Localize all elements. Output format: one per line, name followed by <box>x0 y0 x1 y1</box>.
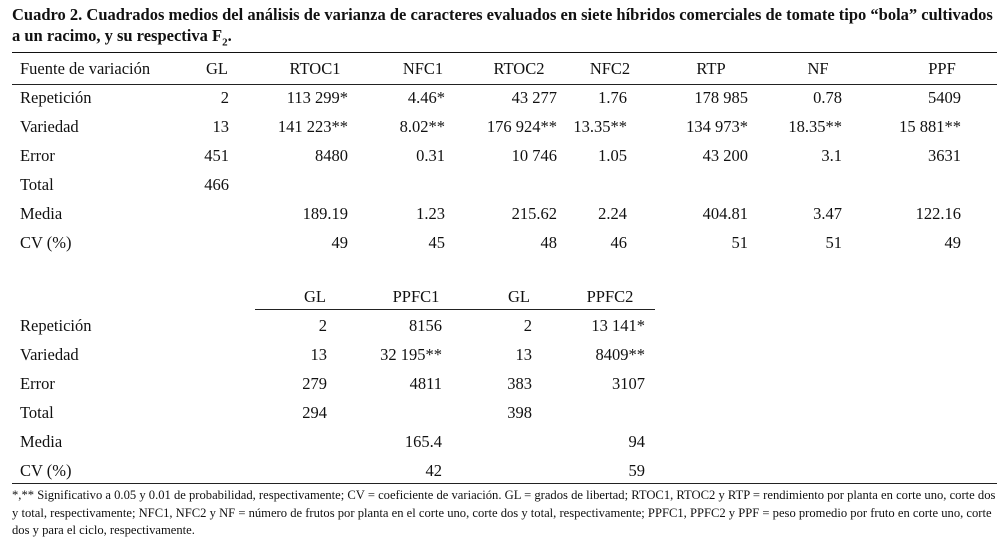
table2-cell: 59 <box>628 461 645 480</box>
table2-cell: 8156 <box>409 316 442 335</box>
table2-cell: 94 <box>628 432 645 451</box>
table1-cell: 141 223** <box>277 117 348 136</box>
table1-cell: 3.47 <box>813 204 842 223</box>
table1-row-label: Media <box>20 204 63 223</box>
table2-header-cell: GL <box>508 287 530 306</box>
table2-cell: 279 <box>302 374 327 393</box>
caption-text: Cuadrados medios del análisis de varianza de caracteres evaluados en siete híbridos comerciales de tomate tipo “bola” cultivados a un racimo, y su respectiva F <box>12 5 993 45</box>
table1-header-cell: RTOC2 <box>493 59 545 78</box>
table1-cell: 134 973* <box>686 117 748 136</box>
table1-row-label: Variedad <box>20 117 79 136</box>
table2-cell: 2 <box>523 316 532 335</box>
table1-header-cell: RTOC1 <box>289 59 341 78</box>
table2-cell: 13 <box>310 345 327 364</box>
table1-cell: 4.46* <box>407 88 445 107</box>
table1-cell: 43 277 <box>511 88 557 107</box>
table1-cell: 1.23 <box>416 204 445 223</box>
table1-cell: 49 <box>331 233 348 252</box>
table1-cell: 10 746 <box>511 146 557 165</box>
table1-cell: 404.81 <box>702 204 748 223</box>
table2-row-label: Repetición <box>20 316 92 335</box>
table1-cell: 18.35** <box>788 117 842 136</box>
table1-cell: 13 <box>212 117 229 136</box>
table1-cell: 122.16 <box>915 204 961 223</box>
table2-cell: 4811 <box>409 374 442 393</box>
table2-row-label: Media <box>20 432 63 451</box>
caption-end: . <box>227 26 232 45</box>
table2-header-rule <box>255 309 655 310</box>
table1-header-cell: GL <box>206 59 228 78</box>
table1-cell: 5409 <box>928 88 961 107</box>
table1-header-cell: NF <box>807 59 829 78</box>
table1-row-label: Total <box>20 175 54 194</box>
footnote: *,** Significativo a 0.05 y 0.01 de probabilidad, respectivamente; CV = coeficiente de variación. GL = grados de libertad; RTOC1, RTOC2 y RTP = rendimiento por planta en corte uno, corte dos y total, respectivamente; NFC1, NFC2 y NF = número de frutos por planta en el corte uno, corte dos y total, respectivamente; PPFC1, PPFC2 y PPF = peso promedio por fruto en corte uno, corte dos y para el ciclo, respectivamente. <box>12 488 996 537</box>
table2-cell: 13 <box>515 345 532 364</box>
table2-cell: 165.4 <box>404 432 442 451</box>
table1-cell: 189.19 <box>302 204 348 223</box>
table1-cell: 8480 <box>315 146 348 165</box>
table1-cell: 43 200 <box>702 146 748 165</box>
table1-cell: 176 924** <box>486 117 557 136</box>
table1-cell: 46 <box>610 233 627 252</box>
table1-cell: 1.05 <box>598 146 627 165</box>
table1-cell: 15 881** <box>899 117 961 136</box>
table2-cell: 8409** <box>595 345 645 364</box>
table2-row-label: Variedad <box>20 345 79 364</box>
table1-cell: 2 <box>220 88 229 107</box>
table1-row-label: Error <box>20 146 55 165</box>
table1-header-cell: PPF <box>928 59 956 78</box>
table1-cell: 451 <box>204 146 229 165</box>
table1-cell: 45 <box>428 233 445 252</box>
table1-cell: 0.78 <box>813 88 842 107</box>
table1-cell: 13.35** <box>573 117 627 136</box>
table1-row-label: Repetición <box>20 88 92 107</box>
table1-cell: 178 985 <box>694 88 748 107</box>
caption-subscript: 2 <box>222 36 228 49</box>
table2-cell: 2 <box>318 316 327 335</box>
table2-cell: 32 195** <box>380 345 442 364</box>
table2-header-cell: PPFC2 <box>586 287 634 306</box>
table1-header-cell: RTP <box>696 59 726 78</box>
table2-row-label: Total <box>20 403 54 422</box>
table2-cell: 398 <box>507 403 532 422</box>
caption-label: Cuadro 2. <box>12 5 83 24</box>
table1-header-cell: Fuente de variación <box>20 59 151 78</box>
table1-cell: 3.1 <box>821 146 842 165</box>
table1-cell: 3631 <box>928 146 961 165</box>
table1-cell: 49 <box>944 233 961 252</box>
table1-header-cell: NFC1 <box>402 59 444 78</box>
table1-header-cell: NFC2 <box>589 59 631 78</box>
table2-header-cell: PPFC1 <box>392 287 440 306</box>
table2-cell: 294 <box>302 403 327 422</box>
table2-row-label: CV (%) <box>20 461 72 480</box>
table1-top-rule <box>12 52 997 53</box>
table2-cell: 13 141* <box>591 316 645 335</box>
table2-header-cell: GL <box>304 287 326 306</box>
table-caption <box>12 4 997 53</box>
table1-row-label: CV (%) <box>20 233 72 252</box>
table1-cell: 51 <box>825 233 842 252</box>
table1-cell: 0.31 <box>416 146 445 165</box>
table1-cell: 8.02** <box>399 117 445 136</box>
table1-cell: 1.76 <box>598 88 627 107</box>
table1-cell: 215.62 <box>511 204 557 223</box>
table1-cell: 466 <box>204 175 229 194</box>
table1-cell: 48 <box>540 233 557 252</box>
table2-row-label: Error <box>20 374 55 393</box>
table1-cell: 51 <box>731 233 748 252</box>
table1-cell: 2.24 <box>598 204 627 223</box>
footnote-rule <box>12 483 997 484</box>
table1-header-rule <box>12 84 997 85</box>
table1-cell: 113 299* <box>286 88 348 107</box>
table2-cell: 383 <box>507 374 532 393</box>
table2-cell: 3107 <box>612 374 645 393</box>
table2-cell: 42 <box>425 461 442 480</box>
